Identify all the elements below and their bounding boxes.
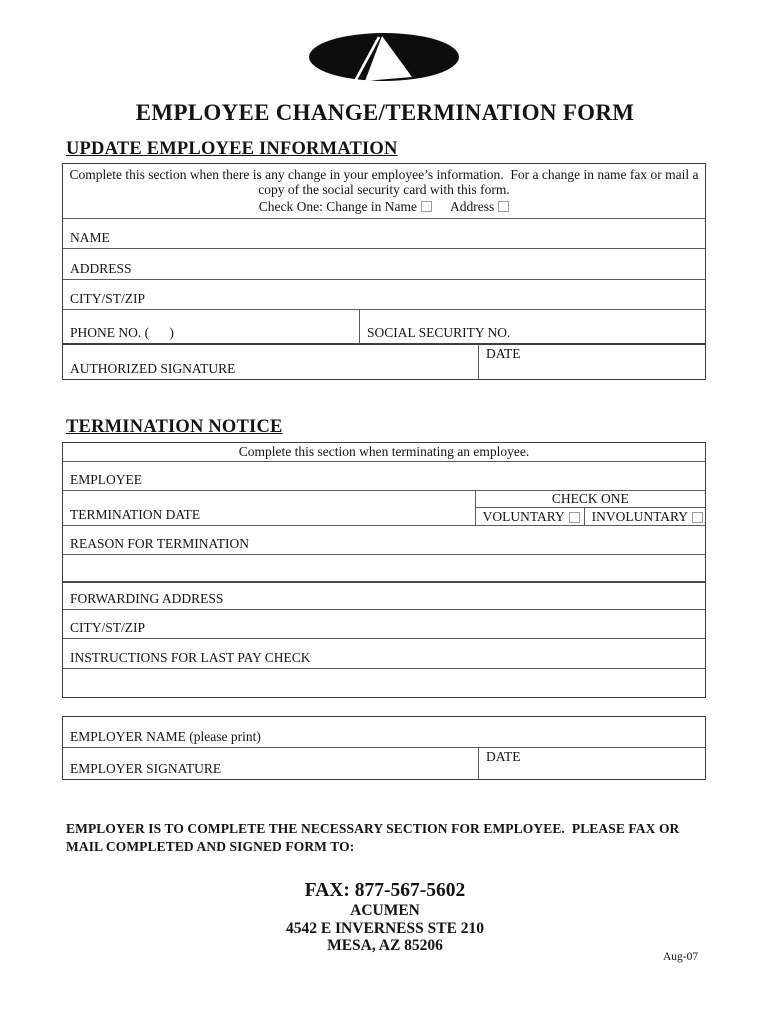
termination-city-field-row[interactable] (63, 609, 705, 638)
check-one-label: Check One: (258, 199, 323, 214)
name-field-row[interactable] (63, 218, 705, 248)
termination-section-heading: TERMINATION NOTICE (66, 417, 283, 437)
address-field-row[interactable] (63, 248, 705, 279)
involuntary-option[interactable] (585, 508, 705, 526)
employer-name-field-row[interactable] (63, 717, 705, 747)
city-st-zip-field-label: CITY/ST/ZIP (70, 291, 146, 306)
employer-table (62, 716, 706, 780)
termination-table (62, 442, 706, 698)
employer-name-label: EMPLOYER NAME (please print) (70, 729, 261, 744)
update-info-table (62, 163, 706, 344)
company-street: 4542 E INVERNESS STE 210 (285, 919, 485, 937)
check-one-block (475, 491, 705, 525)
reason-field-label: REASON FOR TERMINATION (70, 536, 250, 551)
employer-signature-label: EMPLOYER SIGNATURE (70, 761, 222, 776)
employer-date-field[interactable] (478, 748, 705, 779)
acumen-logo-icon (308, 30, 460, 90)
city-st-zip-field-row[interactable] (63, 279, 705, 309)
update-instructions-row (63, 164, 705, 218)
revision-date: Aug-07 (663, 951, 699, 963)
forwarding-address-field-row[interactable] (63, 581, 705, 609)
page-title: EMPLOYEE CHANGE/TERMINATION FORM (135, 100, 635, 125)
termination-instructions-text: Complete this section when terminating an employee. (238, 444, 530, 459)
phone-field[interactable] (63, 310, 359, 343)
voluntary-checkbox[interactable] (569, 512, 580, 523)
voluntary-option[interactable] (476, 508, 585, 526)
fax-address-block (0, 880, 770, 955)
employer-date-label: DATE (486, 749, 521, 764)
check-one-heading: CHECK ONE (476, 491, 705, 508)
authorized-signature-label: AUTHORIZED SIGNATURE (70, 361, 236, 376)
check-one-line (63, 199, 705, 218)
update-instructions-text: Complete this section when there is any change in your employee’s information. For a change in name fax or mail a copy of the social security card with this form. (69, 167, 699, 197)
reason-blank-row[interactable] (63, 554, 705, 581)
reason-field-row[interactable] (63, 525, 705, 554)
check-option-name-label: Change in Name (326, 199, 417, 214)
involuntary-label: INVOLUNTARY (591, 509, 688, 524)
completion-notice: EMPLOYER IS TO COMPLETE THE NECESSARY SECTION FOR EMPLOYEE. PLEASE FAX OR MAIL COMPLETED AND SIGNED FORM TO: (66, 821, 680, 854)
employer-signature-date-row (63, 747, 705, 779)
termination-date-label: TERMINATION DATE (70, 507, 201, 522)
address-checkbox[interactable] (498, 201, 509, 212)
update-section-heading: UPDATE EMPLOYEE INFORMATION (66, 139, 398, 159)
pay-instructions-blank-row[interactable] (63, 668, 705, 697)
address-field-label: ADDRESS (70, 261, 132, 276)
fax-number: FAX: 877-567-5602 (304, 880, 466, 901)
authorized-signature-field[interactable] (63, 345, 478, 379)
change-in-name-checkbox[interactable] (421, 201, 432, 212)
check-option-address-label: Address (449, 199, 495, 214)
phone-field-label: PHONE NO. ( ) (70, 325, 174, 340)
termination-city-label: CITY/ST/ZIP (70, 620, 146, 635)
pay-instructions-field-row[interactable] (63, 638, 705, 668)
phone-ssn-row (63, 309, 705, 343)
voluntary-label: VOLUNTARY (482, 509, 565, 524)
authorized-date-field[interactable] (478, 345, 705, 379)
authorized-date-label: DATE (486, 346, 521, 361)
employer-signature-field[interactable] (63, 748, 478, 779)
employee-field-row[interactable] (63, 461, 705, 490)
company-city: MESA, AZ 85206 (327, 937, 443, 954)
authorized-signature-table (62, 344, 706, 380)
ssn-field[interactable] (359, 310, 705, 343)
employee-field-label: EMPLOYEE (70, 472, 142, 487)
name-field-label: NAME (70, 230, 110, 245)
termination-date-checkone-row (63, 490, 705, 525)
involuntary-checkbox[interactable] (692, 512, 703, 523)
termination-date-field[interactable] (63, 491, 475, 525)
company-name: ACUMEN (350, 902, 420, 919)
pay-instructions-label: INSTRUCTIONS FOR LAST PAY CHECK (70, 650, 311, 665)
ssn-field-label: SOCIAL SECURITY NO. (367, 325, 511, 340)
forwarding-address-label: FORWARDING ADDRESS (70, 591, 224, 606)
